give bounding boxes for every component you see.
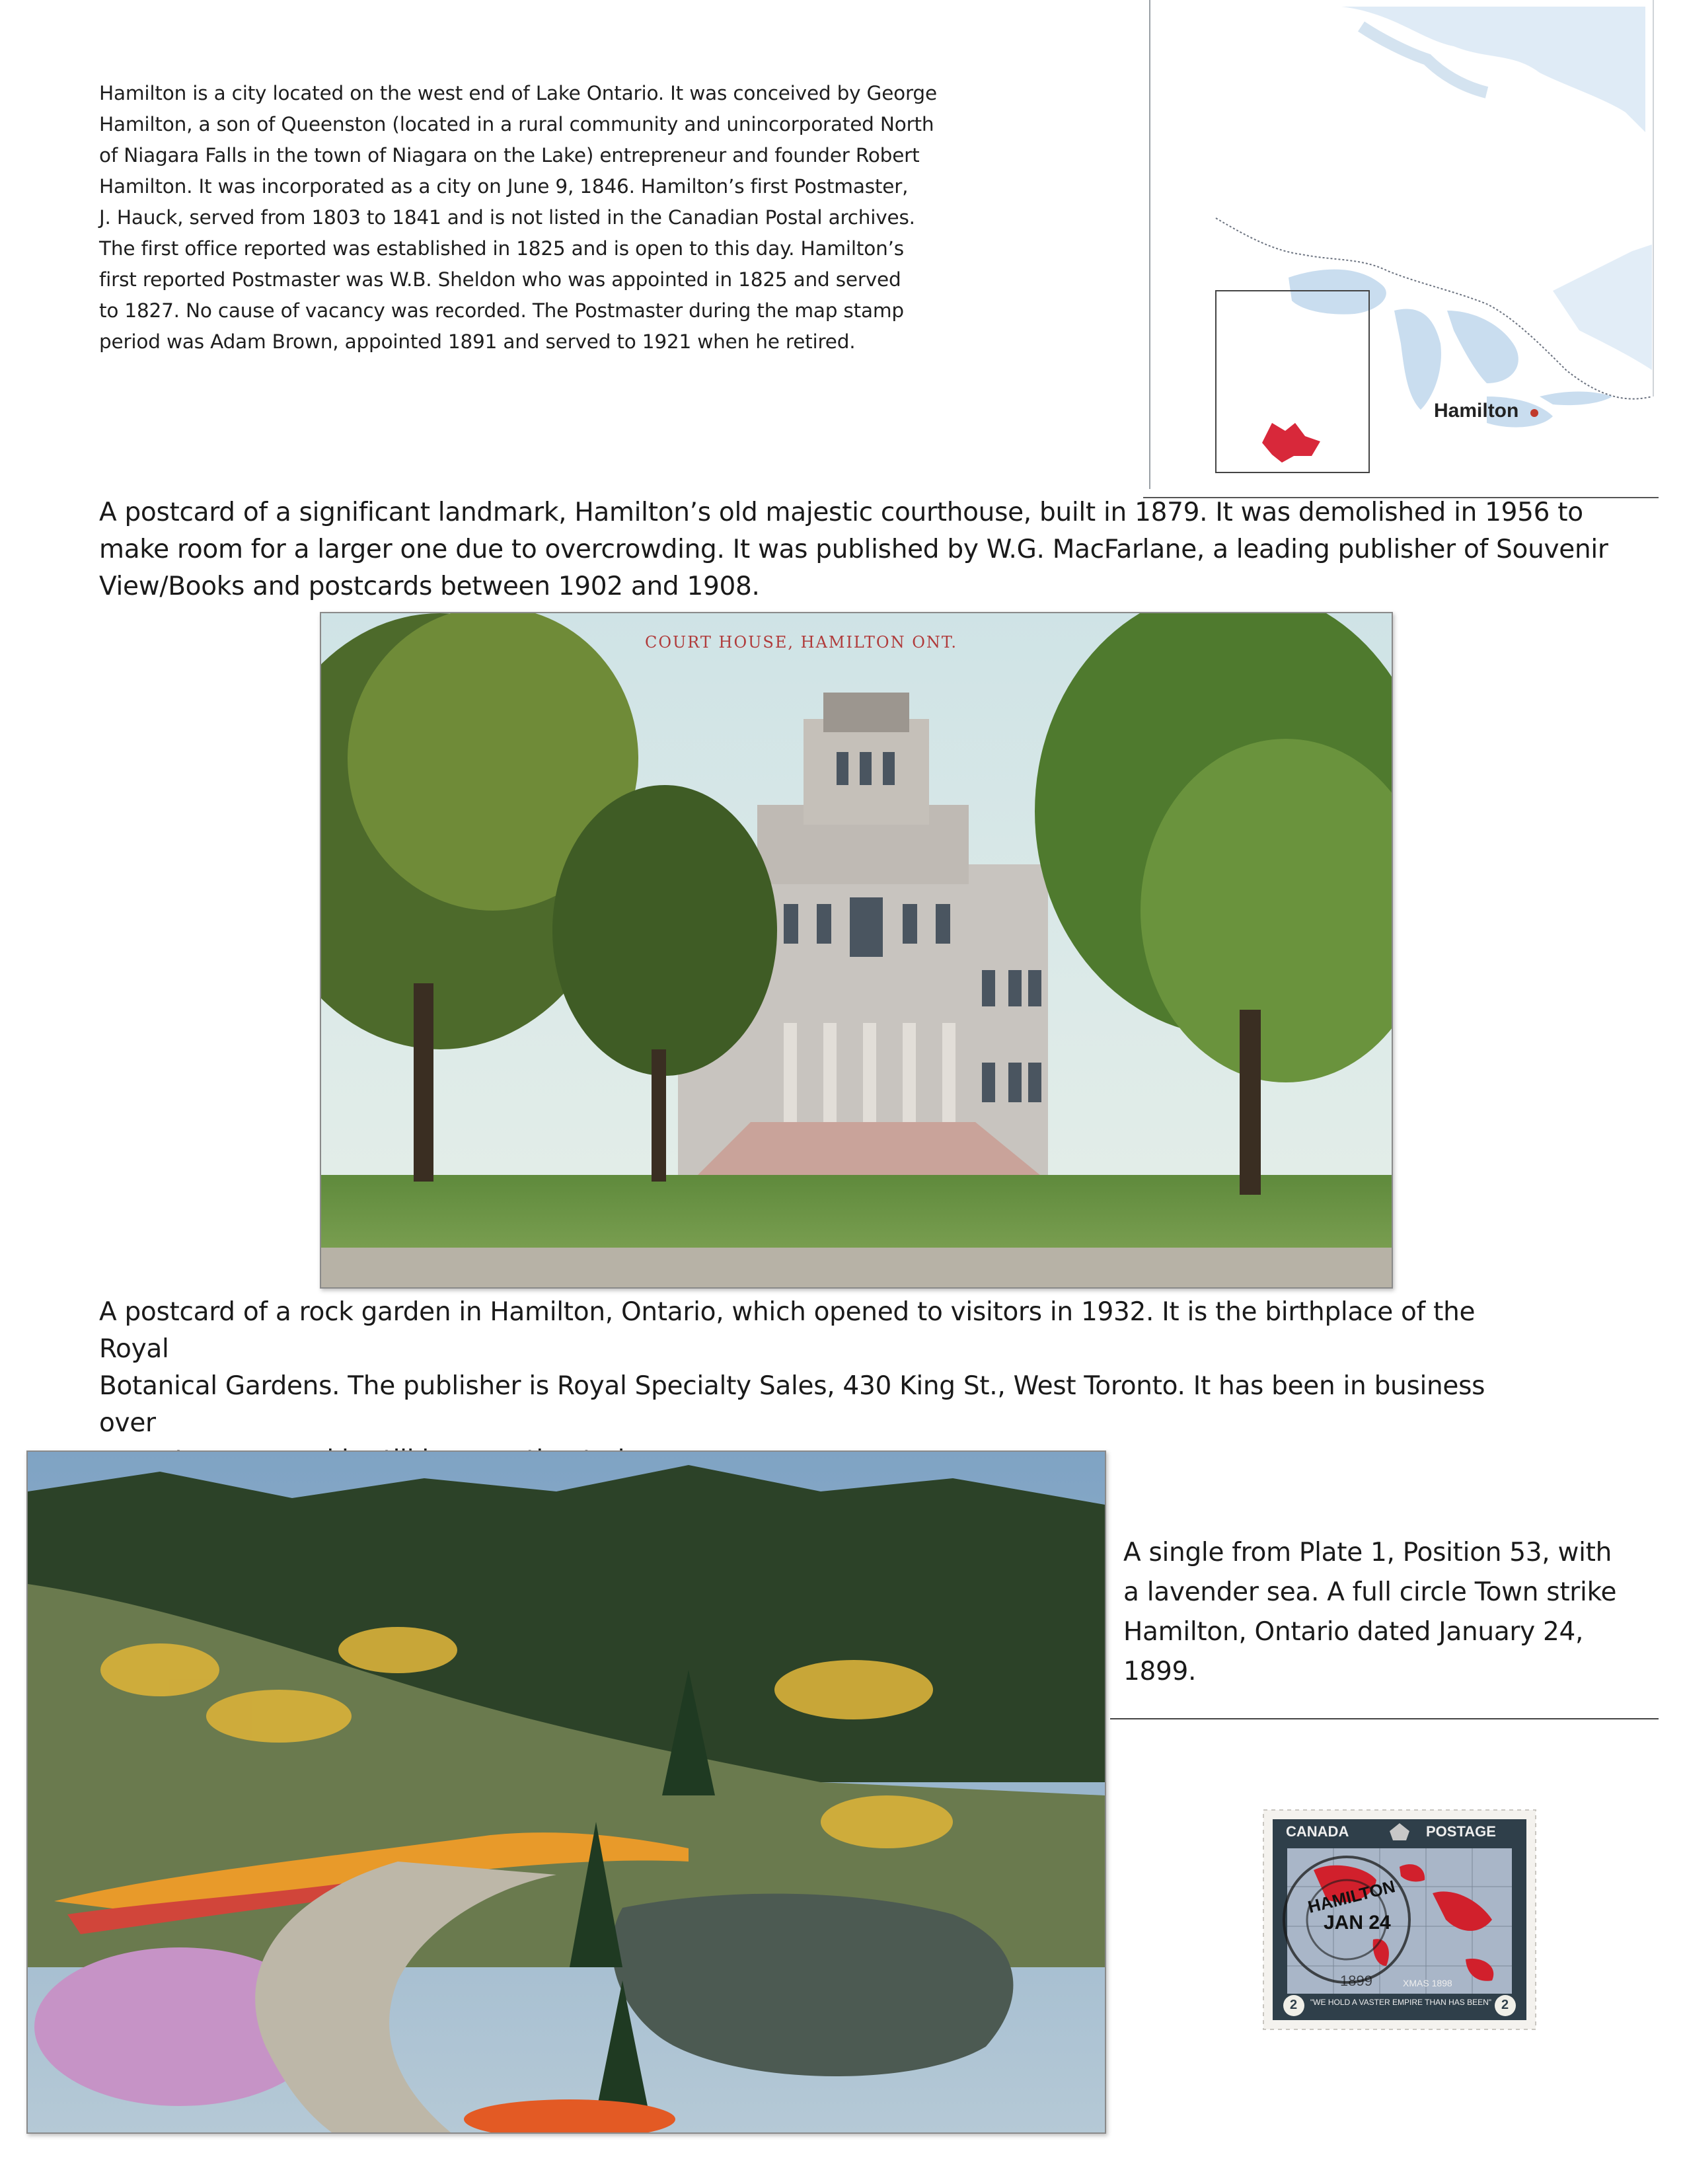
rock-garden-illustration bbox=[28, 1452, 1105, 2132]
rock-garden-postcard bbox=[26, 1450, 1106, 2134]
intro-line: The first office reported was established in 1825 and is open to this day. Hamilton’s bbox=[99, 237, 904, 260]
stamp-canada-label: CANADA bbox=[1286, 1823, 1349, 1840]
great-lakes-map bbox=[1143, 0, 1659, 502]
postmark-date: JAN 24 bbox=[1324, 1912, 1391, 1934]
stamp-postage-label: POSTAGE bbox=[1426, 1823, 1496, 1840]
stamp-motto: "WE HOLD A VASTER EMPIRE THAN HAS BEEN" bbox=[1310, 1998, 1492, 2007]
map-stamp bbox=[1261, 1807, 1538, 2184]
intro-line: period was Adam Brown, appointed 1891 and served to 1921 when he retired. bbox=[99, 330, 856, 353]
caption-line: a lavender sea. A full circle Town strike bbox=[1123, 1577, 1617, 1607]
stamp-caption bbox=[1123, 1533, 1652, 1692]
stamp-value-right: 2 bbox=[1501, 1998, 1509, 2012]
caption-line: A single from Plate 1, Position 53, with bbox=[1123, 1538, 1612, 1567]
caption-line: Hamilton, Ontario dated January 24, bbox=[1123, 1617, 1584, 1647]
courthouse-illustration bbox=[321, 613, 1392, 1287]
postmark-town: HAMILTON bbox=[1306, 1876, 1398, 1917]
intro-line: Hamilton. It was incorporated as a city on June 9, 1846. Hamilton’s first Postmaster, bbox=[99, 175, 909, 198]
courthouse-card-title: COURT HOUSE, HAMILTON ONT. bbox=[645, 633, 957, 652]
postmark-year: 1899 bbox=[1340, 1973, 1372, 1989]
intro-paragraph bbox=[99, 78, 1011, 358]
caption-line: A postcard of a significant landmark, Hamilton’s old majestic courthouse, built in 1879. It was demolished in 1956 to bbox=[99, 498, 1583, 527]
intro-line: to 1827. No cause of vacancy was recorded. The Postmaster during the map stamp bbox=[99, 299, 904, 322]
caption-line: View/Books and postcards between 1902 and 1908. bbox=[99, 572, 760, 601]
intro-line: J. Hauck, served from 1803 to 1841 and is not listed in the Canadian Postal archives. bbox=[99, 206, 915, 229]
intro-line: first reported Postmaster was W.B. Sheldon who was appointed in 1825 and served bbox=[99, 268, 901, 291]
hamilton-map-label: Hamilton bbox=[1434, 400, 1519, 422]
intro-line: Hamilton is a city located on the west end of Lake Ontario. It was conceived by George bbox=[99, 82, 937, 104]
courthouse-caption bbox=[99, 494, 1652, 605]
intro-line: of Niagara Falls in the town of Niagara on the Lake) entrepreneur and founder Robert bbox=[99, 144, 920, 167]
caption-line: make room for a larger one due to overcrowding. It was published by W.G. MacFarlane, a leading publisher of Souvenir bbox=[99, 535, 1608, 564]
map-graphic bbox=[1143, 0, 1659, 502]
intro-line: Hamilton, a son of Queenston (located in a rural community and unincorporated North bbox=[99, 113, 934, 135]
stamp-value-left: 2 bbox=[1290, 1998, 1298, 2012]
courthouse-postcard bbox=[320, 612, 1393, 1289]
caption-line: 1899. bbox=[1123, 1657, 1197, 1686]
caption-line: Botanical Gardens. The publisher is Royal Specialty Sales, 430 King St., West Toronto. It has been in business over bbox=[99, 1371, 1485, 1438]
caption-line: A postcard of a rock garden in Hamilton, Ontario, which opened to visitors in 1932. It is the birthplace of the Royal bbox=[99, 1297, 1476, 1364]
stamp-xmas-label: XMAS 1898 bbox=[1403, 1978, 1452, 1988]
